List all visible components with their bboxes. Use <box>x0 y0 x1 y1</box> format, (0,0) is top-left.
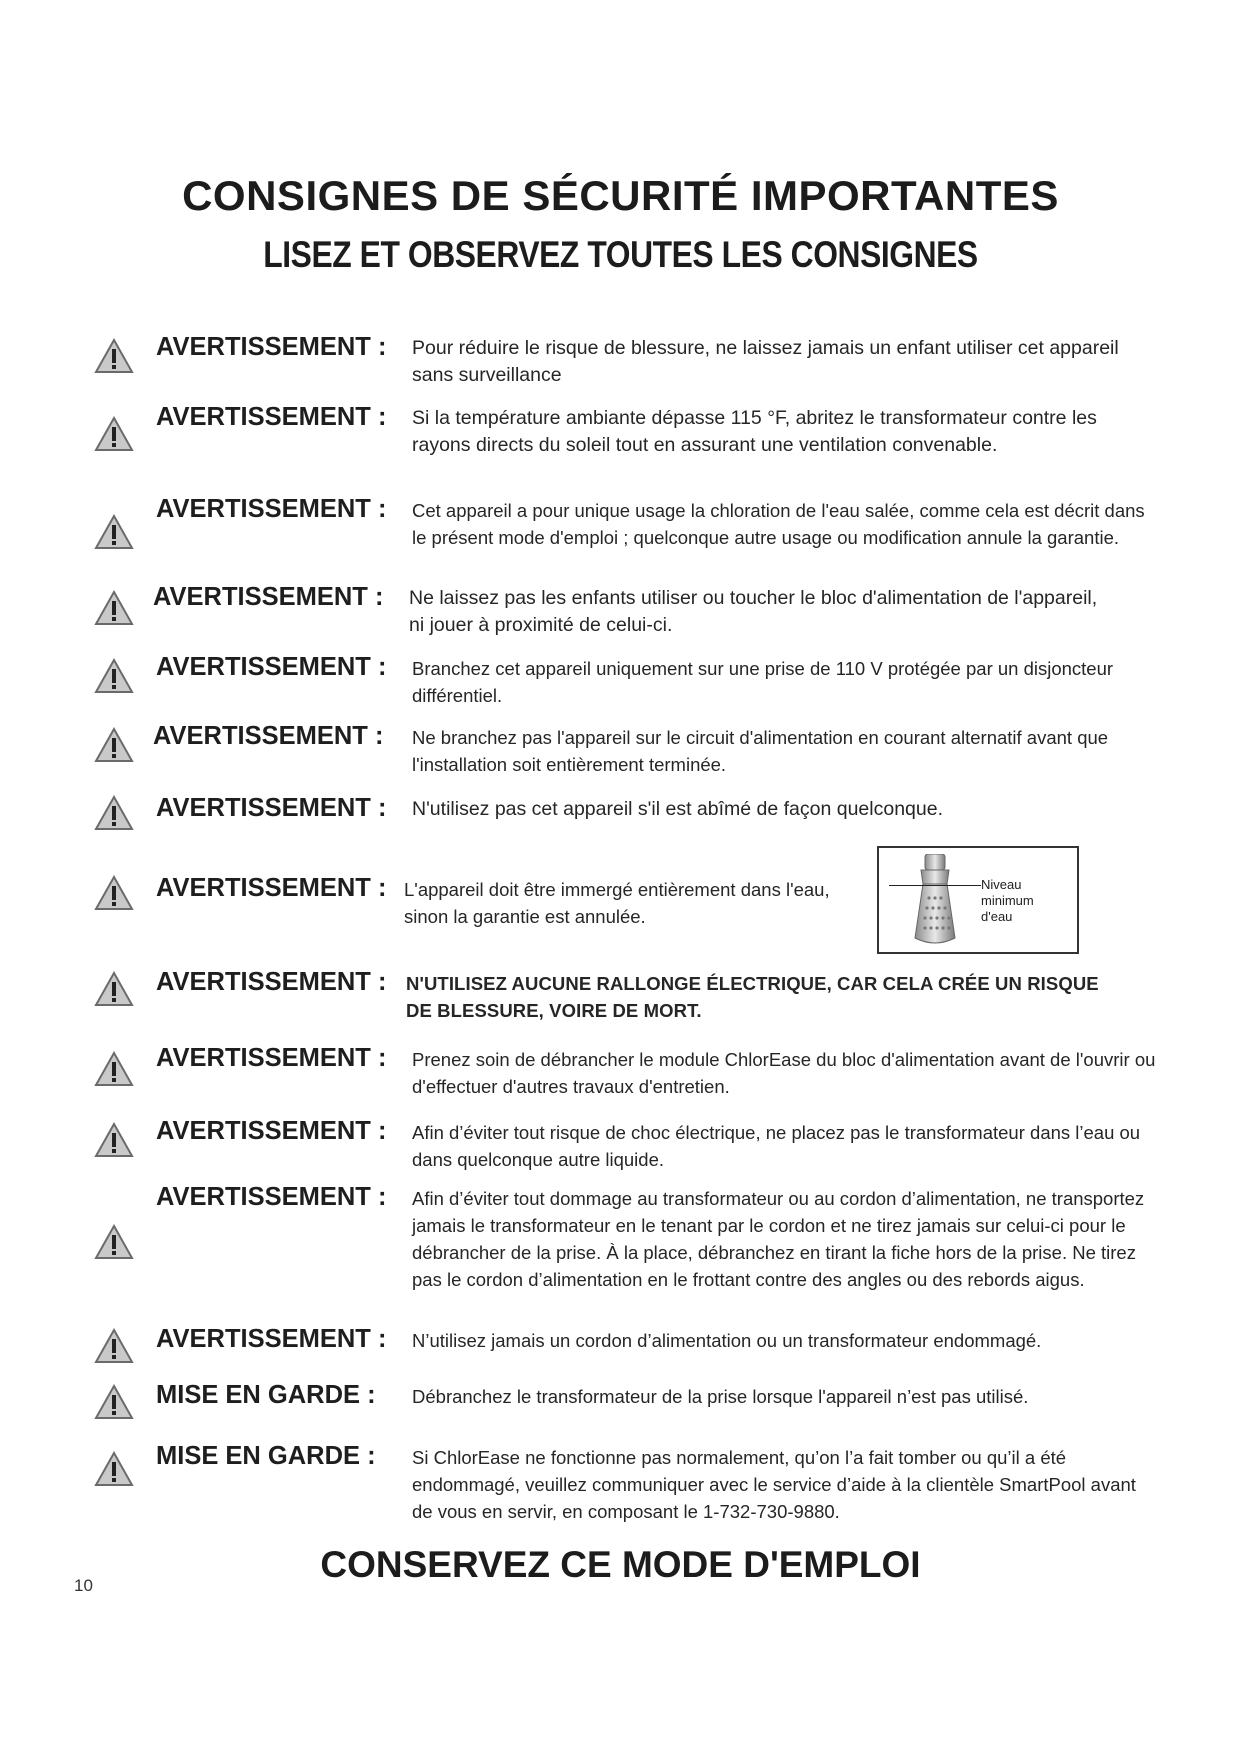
warning-text: N'utilisez pas cet appareil s'il est abîmé de façon quelconque. <box>412 798 944 820</box>
warning-text: Si la température ambiante dépasse 115 °F, abritez le transformateur contre les rayons directs du soleil tout en assurant une ventilation convenable. <box>412 407 1097 456</box>
warning-text: Afin d’éviter tout risque de choc électrique, ne placez pas le transformateur dans l’eau ou dans quelconque autre liquide. <box>412 1122 1141 1170</box>
warning-label: AVERTISSEMENT : <box>153 722 384 750</box>
page-number: 10 <box>74 1576 93 1595</box>
warning-triangle-icon <box>94 1328 134 1364</box>
warning-label: AVERTISSEMENT : <box>156 1325 387 1353</box>
warning-text: Pour réduire le risque de blessure, ne laissez jamais un enfant utiliser cet appareil sans surveillance <box>412 337 1119 386</box>
warning-triangle-icon <box>94 875 134 911</box>
warning-label: AVERTISSEMENT : <box>153 583 384 611</box>
water-level-figure <box>877 846 1079 954</box>
warning-label: AVERTISSEMENT : <box>156 794 387 822</box>
warning-text: Ne branchez pas l'appareil sur le circuit d'alimentation en courant alternatif avant que l'installation soit entièrement terminée. <box>412 727 1109 775</box>
warning-label: AVERTISSEMENT : <box>156 1044 387 1072</box>
caution-label: MISE EN GARDE : <box>156 1442 376 1470</box>
warning-label: AVERTISSEMENT : <box>156 333 387 361</box>
warning-triangle-icon <box>94 416 134 452</box>
warning-label: AVERTISSEMENT : <box>156 653 387 681</box>
warning-triangle-icon <box>94 971 134 1007</box>
caution-label: MISE EN GARDE : <box>156 1381 376 1409</box>
warning-triangle-icon <box>94 1051 134 1087</box>
warning-text: N’utilisez jamais un cordon d’alimentation ou un transformateur endommagé. <box>412 1330 1042 1351</box>
warning-text: L'appareil doit être immergé entièrement dans l'eau, sinon la garantie est annulée. <box>404 879 830 927</box>
warning-triangle-icon <box>94 1451 134 1487</box>
water-level-line <box>889 885 981 886</box>
warning-label: AVERTISSEMENT : <box>156 1183 387 1211</box>
caution-text: Débranchez le transformateur de la prise lorsque l'appareil n’est pas utilisé. <box>412 1386 1029 1407</box>
warning-text: Ne laissez pas les enfants utiliser ou toucher le bloc d'alimentation de l'appareil, ni jouer à proximité de celui-ci. <box>409 587 1098 636</box>
warning-triangle-icon <box>94 514 134 550</box>
warning-triangle-icon <box>94 795 134 831</box>
warning-text: Branchez cet appareil uniquement sur une prise de 110 V protégée par un disjoncteur différentiel. <box>412 658 1114 706</box>
warning-label: AVERTISSEMENT : <box>156 1117 387 1145</box>
water-level-caption: Niveau minimum d'eau <box>981 877 1034 924</box>
page-subtitle: LISEZ ET OBSERVEZ TOUTES LES CONSIGNES <box>263 234 978 275</box>
warning-text: N'UTILISEZ AUCUNE RALLONGE ÉLECTRIQUE, CAR CELA CRÉE UN RISQUE DE BLESSURE, VOIRE DE MORT. <box>406 973 1099 1021</box>
warning-text: Afin d’éviter tout dommage au transformateur ou au cordon d’alimentation, ne transportez jamais le transformateur en le tenant par le cordon et ne tirez jamais sur celui-ci pour le débrancher de la prise. À la place, débranchez en tirant la fiche hors de la prise. Ne tirez pas le cordon d’alimentation en le frottant contre des angles ou des rebords aigus. <box>412 1188 1145 1290</box>
caution-text: Si ChlorEase ne fonctionne pas normalement, qu’on l’a fait tomber ou qu’il a été endommagé, veuillez communiquer avec le service d’aide à la clientèle SmartPool avant de vous en servir, en composant le 1-732-730-9880. <box>412 1447 1136 1522</box>
warning-triangle-icon <box>94 338 134 374</box>
warning-text: Prenez soin de débrancher le module ChlorEase du bloc d'alimentation avant de l'ouvrir ou d'effectuer d'autres travaux d'entretien. <box>412 1049 1156 1097</box>
warning-label: AVERTISSEMENT : <box>156 874 387 902</box>
warning-triangle-icon <box>94 727 134 763</box>
warning-triangle-icon <box>94 1224 134 1260</box>
warning-triangle-icon <box>94 1384 134 1420</box>
warning-triangle-icon <box>94 590 134 626</box>
warning-label: AVERTISSEMENT : <box>156 968 387 996</box>
warning-label: AVERTISSEMENT : <box>156 495 387 523</box>
footer-title: CONSERVEZ CE MODE D'EMPLOI <box>320 1544 921 1585</box>
warning-label: AVERTISSEMENT : <box>156 403 387 431</box>
warning-triangle-icon <box>94 658 134 694</box>
page-title: CONSIGNES DE SÉCURITÉ IMPORTANTES <box>182 172 1059 219</box>
warning-text: Cet appareil a pour unique usage la chloration de l'eau salée, comme cela est décrit dans le présent mode d'emploi ; quelconque autre usage ou modification annule la garantie. <box>412 500 1145 548</box>
chlorinator-device-image <box>907 854 963 948</box>
warning-triangle-icon <box>94 1122 134 1158</box>
